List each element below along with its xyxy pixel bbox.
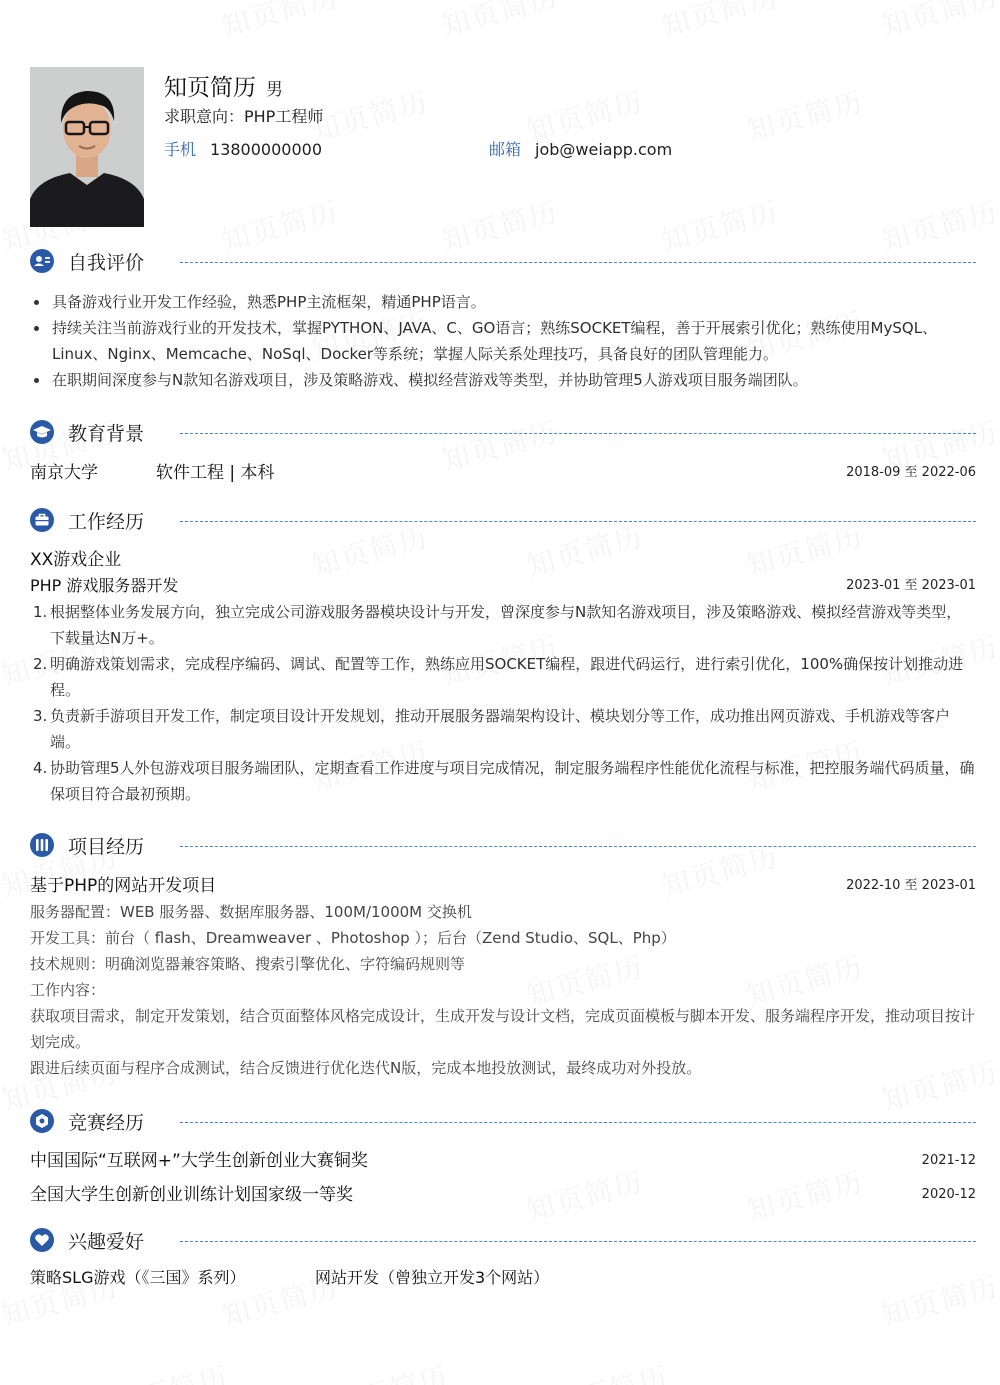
watermark [217,0,343,45]
position-title: PHP 游戏服务器开发 [30,576,179,595]
project-line: 工作内容： [30,981,106,999]
section-education [30,418,976,446]
work-duties-list [30,599,976,807]
graduation-cap-icon [30,420,54,444]
list-item: 3. 负责新手游项目开发工作，制定项目设计开发规划，推动开展服务器端架构设计、模块划分等工作，成功推出网页游戏、手机游戏等客户端。 [33,707,951,751]
work-content [30,547,976,807]
contest-date: 2021-12 [921,1153,976,1168]
watermark [437,0,563,45]
person-portrait-icon [30,67,144,227]
self-evaluation-content [30,289,976,393]
section-divider [180,262,976,263]
duty-text: 根据整体业务发展方向，独立完成公司游戏服务器模块设计与开发，曾深度参与N款知名游戏项目，涉及策略游戏、模拟经营游戏等类型，下载量达N万+。 [50,603,962,647]
section-hobby [30,1226,976,1254]
self-evaluation-list [30,289,976,393]
section-divider [180,1122,976,1123]
duty-text: 明确游戏策划需求，完成程序编码、调试、配置等工作，熟练应用SOCKET编程，跟进代码运行，进行索引优化，100%确保按计划推动进程。 [50,655,964,699]
hobby-item: 网站开发（曾独立开发3个网站） [315,1268,550,1287]
section-divider [180,1241,976,1242]
gender-text: 男 [266,80,283,100]
duty-text: 负责新手游项目开发工作，制定项目设计开发规划，推动开展服务器端架构设计、模块划分等工作，成功推出网页游戏、手机游戏等客户端。 [50,707,951,751]
list-item: 1. 根据整体业务发展方向，独立完成公司游戏服务器模块设计与开发，曾深度参与N款知名游戏项目，涉及策略游戏、模拟经营游戏等类型，下载量达N万+。 [33,603,962,647]
company-row [30,547,976,573]
section-title: 竞赛经历 [68,1112,145,1134]
list-item: 2. 明确游戏策划需求，完成程序编码、调试、配置等工作，熟练应用SOCKET编程，跟进代码运行，进行索引优化，100%确保按计划推动进程。 [33,655,964,699]
hobby-content [30,1265,976,1291]
watermark [657,0,783,45]
watermark [107,1355,233,1385]
hobby-item: 策略SLG游戏（《三国》系列） [30,1268,246,1287]
section-title: 自我评价 [68,252,145,274]
heart-icon [30,1228,54,1252]
section-divider [180,433,976,434]
contest-name: 全国大学生创新创业训练计划国家级一等奖 [30,1185,353,1205]
briefcase-icon [30,508,54,532]
contest-content [30,1148,976,1208]
project-line: 开发工具：前台（ flash、Dreamweaver 、Photoshop ）；后台（Zend Studio、SQL、Php） [30,929,676,947]
phone-value: 13800000000 [210,140,322,159]
avatar-photo [30,67,144,227]
section-title: 工作经历 [68,511,145,533]
person-card-icon [30,249,54,273]
position-row [30,573,976,599]
section-title: 兴趣爱好 [68,1231,145,1253]
company-name: XX游戏企业 [30,550,122,570]
work-period: 2023-01 至 2023-01 [846,578,976,593]
job-intent: 求职意向：PHP工程师 [164,107,324,126]
major-degree: 软件工程 | 本科 [156,463,275,483]
contest-name: 中国国际“互联网+”大学生创新创业大赛铜奖 [30,1151,368,1171]
phone-contact [164,137,322,160]
contest-date: 2020-12 [921,1187,976,1202]
duty-text: 协助管理5人外包游戏项目服务端团队，定期查看工作进度与项目完成情况，制定服务端程序性能优化流程与标准，把控服务端代码质量，确保项目符合最初预期。 [50,759,975,803]
name-text: 知页简历 [164,75,256,101]
section-contest [30,1107,976,1135]
project-bars-icon [30,833,54,857]
contest-row [30,1148,976,1182]
badge-icon [30,1109,54,1133]
resume-header [30,67,976,227]
phone-label: 手机 [164,140,197,159]
section-work [30,506,976,534]
project-period: 2022-10 至 2023-01 [846,878,976,893]
education-period: 2018-09 至 2022-06 [846,465,976,480]
section-project [30,831,976,859]
section-title: 项目经历 [68,836,145,858]
project-line: 服务器配置：WEB 服务器、数据库服务器、100M/1000M 交换机 [30,903,472,921]
section-divider [180,846,976,847]
email-label: 邮箱 [489,140,522,159]
list-item: 在职期间深度参与N款知名游戏项目，涉及策略游戏、模拟经营游戏等类型，并协助管理5人游戏项目服务端团队。 [30,367,976,393]
project-content [30,873,976,1081]
project-line: 获取项目需求，制定开发策划，结合页面整体风格完成设计，生成开发与设计文档，完成页面模板与脚本开发、服务端程序开发，推动项目按计划完成。 [30,1007,976,1051]
list-item: 持续关注当前游戏行业的开发技术，掌握PYTHON、JAVA、C、GO语言；熟练SOCKET编程，善于开展索引优化；熟练使用MySQL、Linux、Nginx、Memcache、NoSql、Docker等系统；掌握人际关系处理技巧，具备良好的团队管理能力。 [30,315,976,367]
watermark [547,1355,673,1385]
email-value: job@weiapp.com [535,140,673,159]
watermark [877,0,1000,45]
email-contact [489,137,672,160]
project-name: 基于PHP的网站开发项目 [30,876,217,896]
section-title: 教育背景 [68,423,145,445]
education-row [30,460,976,486]
project-line: 技术规则：明确浏览器兼容策略、搜索引擎优化、字符编码规则等 [30,955,466,973]
project-line: 跟进后续页面与程序合成测试，结合反馈进行优化迭代N版，完成本地投放测试，最终成功对外投放。 [30,1059,702,1077]
candidate-name [164,69,283,102]
list-item: 具备游戏行业开发工作经验，熟悉PHP主流框架，精通PHP语言。 [30,289,976,315]
watermark [327,1355,453,1385]
section-self-evaluation [30,247,976,275]
list-item: 4. 协助管理5人外包游戏项目服务端团队，定期查看工作进度与项目完成情况，制定服务端程序性能优化流程与标准，把控服务端代码质量，确保项目符合最初预期。 [33,759,975,803]
section-divider [180,521,976,522]
contest-row [30,1182,976,1208]
hobby-row [30,1265,976,1291]
education-content [30,460,976,486]
school-name: 南京大学 [30,463,98,483]
project-row [30,873,976,899]
